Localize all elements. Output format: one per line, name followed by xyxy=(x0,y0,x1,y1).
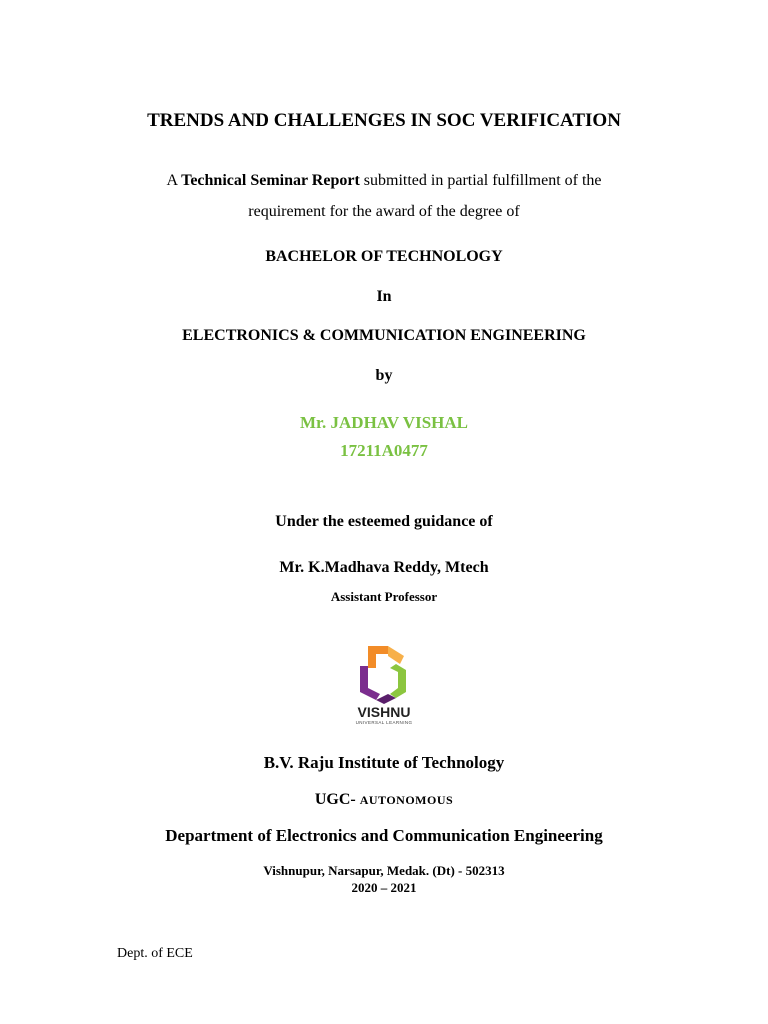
guidance-intro: Under the esteemed guidance of xyxy=(275,513,493,530)
intro-highlight: Technical Seminar Report xyxy=(181,172,360,189)
student-roll-number: 17211A0477 xyxy=(340,441,428,460)
by-word: by xyxy=(375,367,393,384)
logo-orange-segment xyxy=(368,646,388,668)
institute-address: Vishnupur, Narsapur, Medak. (Dt) - 502313 xyxy=(263,863,505,878)
ugc-status xyxy=(0,791,768,809)
intro-line-1 xyxy=(0,172,768,190)
guide-name: Mr. K.Madhava Reddy, Mtech xyxy=(279,559,489,576)
report-title: TRENDS AND CHALLENGES IN SOC VERIFICATION xyxy=(147,110,621,131)
branch-name: ELECTRONICS & COMMUNICATION ENGINEERING xyxy=(182,327,586,344)
logo-purple-segment xyxy=(360,666,380,700)
intro-line-2: requirement for the award of the degree of xyxy=(248,203,520,220)
academic-year: 2020 – 2021 xyxy=(351,880,417,895)
logo-tagline: UNIVERSAL LEARNING xyxy=(355,720,413,725)
ugc-prefix: UGC- xyxy=(314,791,356,808)
vishnu-logo-mark xyxy=(360,646,406,704)
intro-suffix: submitted in partial fulfillment of the xyxy=(363,172,602,189)
logo-name: VISHNU xyxy=(357,704,411,720)
vishnu-logo xyxy=(330,640,438,726)
degree-name: BACHELOR OF TECHNOLOGY xyxy=(265,248,503,265)
institute-name: B.V. Raju Institute of Technology xyxy=(263,753,505,772)
ugc-autonomous: AUTONOMOUS xyxy=(359,793,454,807)
logo-orange-light-segment xyxy=(388,646,404,664)
page-footer: Dept. of ECE xyxy=(117,946,193,961)
guide-designation: Assistant Professor xyxy=(330,589,438,604)
in-word: In xyxy=(376,288,392,305)
student-name: Mr. JADHAV VISHAL xyxy=(300,413,468,432)
logo-green-segment xyxy=(390,664,406,698)
department-name: Department of Electronics and Communication Engineering xyxy=(165,826,603,845)
intro-prefix: A xyxy=(166,172,178,189)
